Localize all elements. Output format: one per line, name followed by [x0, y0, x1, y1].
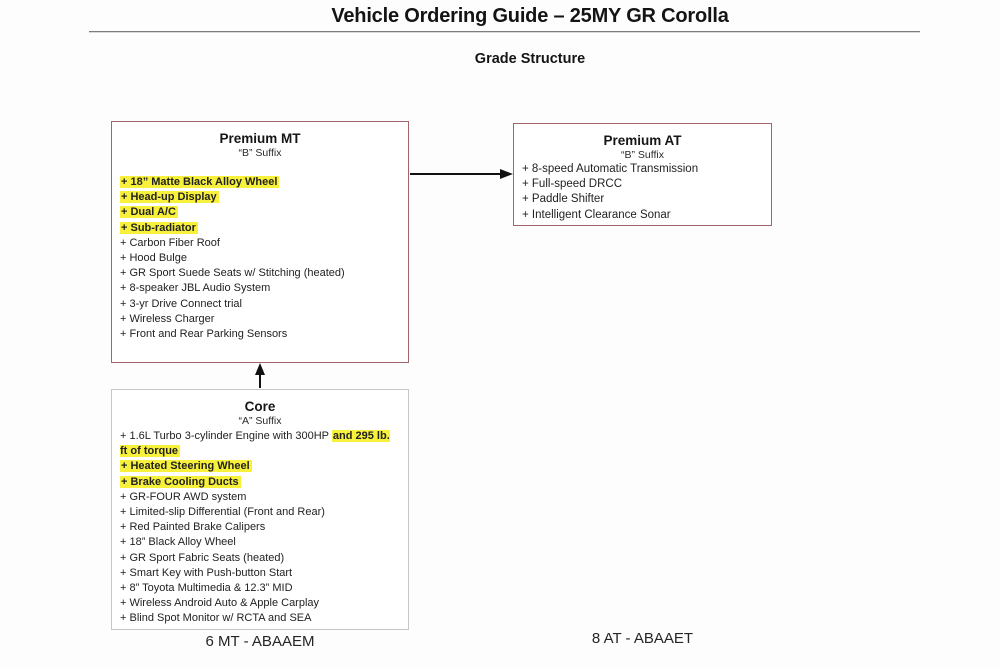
arrow-premium-mt-to-premium-at: [410, 169, 513, 179]
feature-text: + Carbon Fiber Roof: [120, 236, 220, 249]
highlighted-feature-text: and 295 lb. ft of torque: [120, 430, 390, 458]
feature-item: [120, 221, 400, 236]
feature-item: [120, 251, 400, 266]
feature-item: [120, 490, 400, 505]
premium-mt-feature-list: [120, 175, 400, 342]
feature-text: + Wireless Android Auto & Apple Carplay: [120, 597, 320, 610]
feature-text: + Hood Bulge: [120, 252, 187, 265]
feature-text: + 1.6L Turbo 3-cylinder Engine with 300HP: [120, 430, 332, 442]
premium-mt-title: Premium MT: [219, 131, 301, 146]
core-box: [111, 389, 409, 630]
feature-item: [120, 297, 400, 312]
feature-item: [120, 281, 400, 296]
feature-text: + 8-speaker JBL Audio System: [120, 282, 271, 295]
at-model-code: 8 AT - ABAAET: [591, 630, 694, 647]
feature-item: [120, 611, 400, 626]
feature-item: [120, 327, 400, 342]
feature-text: + Smart Key with Push-button Start: [120, 566, 293, 579]
feature-item: [120, 459, 400, 474]
feature-item: [120, 429, 400, 459]
premium-mt-suffix: “B” Suffix: [238, 147, 282, 159]
feature-item: [120, 312, 400, 327]
feature-item: [120, 520, 400, 535]
feature-item: [120, 190, 400, 205]
feature-text: + 3-yr Drive Connect trial: [120, 297, 242, 310]
feature-item: [120, 266, 400, 281]
premium-at-box: [513, 123, 772, 226]
feature-item: [522, 208, 763, 223]
feature-item: [522, 162, 763, 177]
premium-mt-box: [111, 121, 409, 363]
feature-text: + GR Sport Suede Seats w/ Stitching (heated): [120, 267, 345, 280]
feature-item: [120, 505, 400, 520]
feature-text: + Front and Rear Parking Sensors: [120, 328, 288, 341]
title-divider: [89, 31, 920, 33]
feature-item: [120, 581, 400, 596]
highlighted-feature-text: + Brake Cooling Ducts: [121, 475, 239, 488]
core-title: Core: [244, 399, 276, 414]
page-subtitle: Grade Structure: [474, 51, 586, 67]
feature-item: [120, 596, 400, 611]
feature-item: [120, 551, 400, 566]
feature-text: + GR Sport Fabric Seats (heated): [120, 551, 285, 564]
highlighted-feature-text: + 18” Matte Black Alloy Wheel: [121, 176, 278, 188]
feature-text: + Limited-slip Differential (Front and Rear): [120, 506, 325, 519]
highlighted-feature-text: + Heated Steering Wheel: [121, 460, 250, 473]
feature-text: + 8” Toyota Multimedia & 12.3” MID: [120, 582, 293, 595]
feature-text: + Red Painted Brake Calipers: [120, 521, 266, 534]
arrow-core-to-premium-mt: [255, 363, 265, 388]
feature-text: + 18” Black Alloy Wheel: [120, 536, 236, 549]
highlighted-feature-text: + Head-up Display: [121, 191, 217, 204]
feature-item: [522, 192, 763, 207]
premium-at-feature-list: [522, 162, 763, 223]
feature-text: + Intelligent Clearance Sonar: [522, 208, 671, 221]
feature-item: [120, 475, 400, 490]
feature-item: [120, 535, 400, 550]
feature-item: [522, 177, 763, 192]
feature-text: + Blind Spot Monitor w/ RCTA and SEA: [120, 612, 312, 625]
feature-text: + Paddle Shifter: [522, 193, 605, 206]
core-feature-list: [120, 429, 400, 627]
highlighted-feature-text: + Dual A/C: [121, 206, 176, 219]
feature-item: [120, 236, 400, 251]
highlighted-feature-text: + Sub-radiator: [121, 221, 196, 234]
feature-text: + Full-speed DRCC: [522, 178, 623, 191]
page-title: Vehicle Ordering Guide – 25MY GR Corolla: [331, 5, 729, 27]
premium-at-title: Premium AT: [603, 133, 682, 148]
feature-text: + Wireless Charger: [120, 312, 215, 325]
feature-text: + GR-FOUR AWD system: [120, 490, 247, 503]
feature-text: + 8-speed Automatic Transmission: [522, 163, 699, 175]
core-suffix: “A” Suffix: [238, 415, 282, 427]
feature-item: [120, 566, 400, 581]
premium-at-suffix: “B” Suffix: [621, 149, 664, 161]
mt-model-code: 6 MT - ABAAEM: [205, 633, 315, 650]
feature-item: [120, 205, 400, 220]
feature-item: [120, 175, 400, 190]
